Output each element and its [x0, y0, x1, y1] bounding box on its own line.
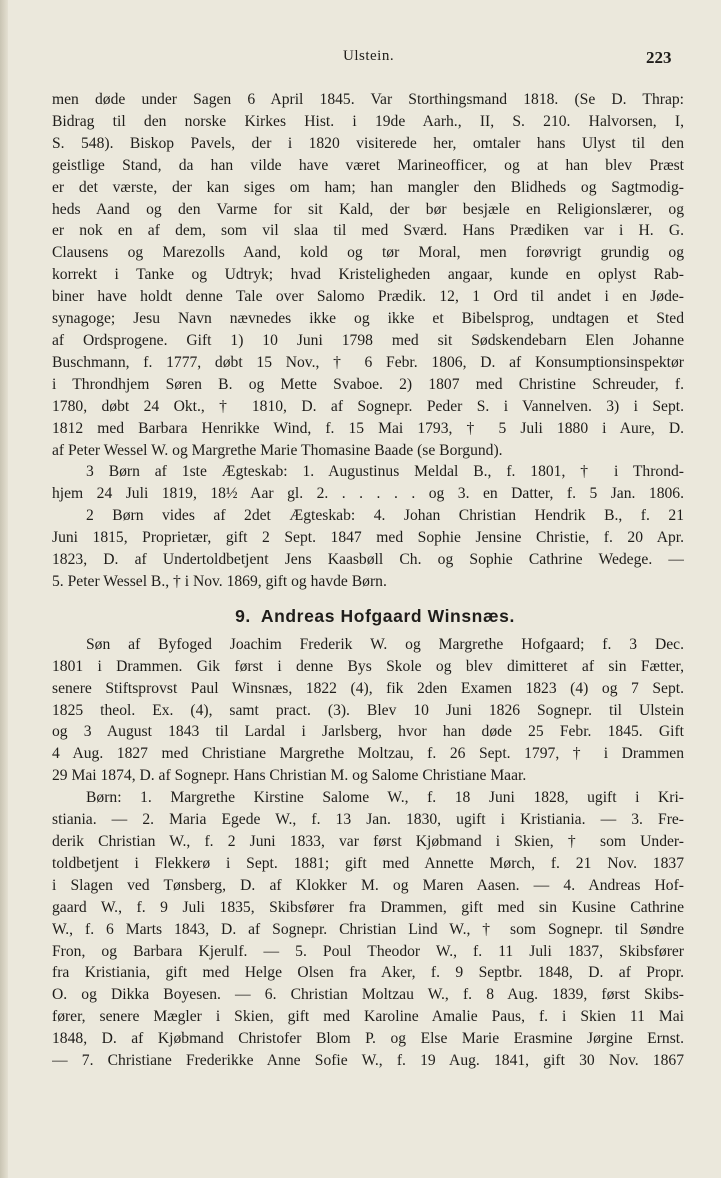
- paragraph-continuation: [52, 89, 684, 461]
- page-header: [0, 48, 721, 72]
- paragraph-children-first-marriage: [52, 461, 684, 505]
- text-line: Juni 1815, Proprietær, gift 2 Sept. 1847 med Sophie Jensine Christie, f. 20 Apr.: [52, 529, 684, 547]
- text-line: Søn af Byfoged Joachim Frederik W. og Margrethe Hofgaard; f. 3 Dec.: [86, 635, 684, 653]
- text-line: og 3 August 1843 til Lardal i Jarlsberg, hvor han døde 25 Febr. 1845. Gift: [52, 723, 684, 741]
- text-line: biner have holdt denne Tale over Salomo Prædik. 12, 1 Ord til andet i en Jøde-: [52, 288, 684, 306]
- section-number: 9.: [235, 605, 251, 626]
- text-line: 4 Aug. 1827 med Christiane Margrethe Moltzau, f. 26 Sept. 1797, † i Drammen: [52, 745, 684, 763]
- text-line: geistlige Stand, da han vilde have været Marineofficer, og at han blev Præst: [52, 156, 684, 174]
- text-line: 1780, døbt 24 Okt., † 1810, D. af Sognepr. Peder S. i Vannelven. 3) i Sept.: [52, 397, 684, 415]
- text-line: 3 Børn af 1ste Ægteskab: 1. Augustinus Meldal B., f. 1801, † i Thrond-: [86, 463, 684, 481]
- text-line: Bidrag til den norske Kirkes Hist. i 19de Aarh., II, S. 210. Halvorsen, I,: [52, 112, 684, 130]
- text-line: i Slagen ved Tønsberg, D. af Klokker M. og Maren Aasen. — 4. Andreas Hof-: [52, 876, 684, 894]
- text-line: Fron, og Barbara Kjerulf. — 5. Poul Theodor W., f. 11 Juli 1837, Skibsfører: [52, 942, 684, 960]
- text-line: men døde under Sagen 6 April 1845. Var Storthingsmand 1818. (Se D. Thrap:: [52, 91, 684, 108]
- text-line: synagoge; Jesu Navn nævnedes ikke og ikke et Bibelsprog, undtagen et Sted: [52, 310, 684, 328]
- text-line: fører, senere Mægler i Skien, gift med Karoline Amalie Paus, f. i Skien 11 Mai: [52, 1008, 684, 1026]
- paragraph-biography: [52, 634, 684, 787]
- text-line: W., f. 6 Marts 1843, D. af Sognepr. Christian Lind W., † som Sognepr. til Søndre: [52, 920, 684, 938]
- text-line: heds Aand og den Varme for sit Kald, der bør besjæle en Religionslærer, og: [52, 200, 684, 218]
- page-number: 223: [646, 48, 672, 67]
- text-line: toldbetjent i Flekkerø i Sept. 1881; gift med Annette Mørch, f. 21 Nov. 1837: [52, 854, 684, 872]
- body-text: [52, 89, 684, 1072]
- text-line: 1825 theol. Ex. (4), samt pract. (3). Blev 10 Juni 1826 Sognepr. til Ulstein: [52, 701, 684, 719]
- text-line: stiania. — 2. Maria Egede W., f. 13 Jan. 1830, ugift i Kristiania. — 3. Fre-: [52, 811, 684, 829]
- text-line: er nok en af dem, som vil slaa til med Sværd. Hans Prædiken var i H. G.: [52, 222, 684, 240]
- text-line: 1812 med Barbara Henrikke Wind, f. 15 Mai 1793, † 5 Juli 1880 i Aure, D.: [52, 419, 684, 437]
- page-spine-shadow: [0, 0, 8, 1178]
- text-line: 1801 i Drammen. Gik først i denne Bys Skole og blev dimitteret af sin Fætter,: [52, 657, 684, 675]
- text-line: Clausens og Marezolls Aand, kold og tør Moral, men forøvrigt grundig og: [52, 244, 684, 262]
- text-line: derik Christian W., f. 2 Juni 1833, var først Kjøbmand i Skien, † som Under-: [52, 833, 684, 850]
- paragraph-children-second-marriage: [52, 505, 684, 593]
- text-line: 5. Peter Wessel B., † i Nov. 1869, gift og havde Børn.: [52, 572, 387, 590]
- paragraph-children: [52, 787, 684, 1072]
- text-line: 1848, D. af Kjøbmand Christofer Blom P. og Else Marie Erasmine Jørgine Ernst.: [52, 1030, 684, 1048]
- text-line: hjem 24 Juli 1819, 18½ Aar gl. 2. . . . . . og 3. en Datter, f. 5 Jan. 1806.: [52, 485, 684, 503]
- text-line: senere Stiftsprovst Paul Winsnæs, 1822 (4), fik 2den Examen 1823 (4) og 7 Sept.: [52, 679, 684, 697]
- section-title: Andreas Hofgaard Winsnæs.: [260, 605, 515, 626]
- text-line: O. og Dikka Boyesen. — 6. Christian Moltzau W., f. 8 Aug. 1839, først Skibs-: [52, 986, 684, 1004]
- text-line: 2 Børn vides af 2det Ægteskab: 4. Johan Christian Hendrik B., f. 21: [86, 507, 684, 525]
- text-line: Børn: 1. Margrethe Kirstine Salome W., f. 18 Juni 1828, ugift i Kri-: [86, 789, 684, 807]
- text-line: af Ordsprogene. Gift 1) 10 Juni 1798 med sit Sødskendebarn Elen Johanne: [52, 331, 684, 349]
- text-line: i Throndhjem Søren B. og Mette Svaboe. 2) 1807 med Christine Schreuder, f.: [52, 375, 684, 393]
- section-heading: [66, 605, 684, 627]
- text-line: Buschmann, f. 1777, døbt 15 Nov., † 6 Febr. 1806, D. af Konsumptionsinspektør: [52, 353, 684, 371]
- text-line: fra Kristiania, gift med Helge Olsen fra Aker, f. 9 Septbr. 1848, D. af Propr.: [52, 964, 684, 982]
- text-line: S. 548). Biskop Pavels, der i 1820 visiterede her, omtaler hans Ulyst til den: [52, 134, 684, 152]
- text-line: 1823, D. af Undertoldbetjent Jens Kaasbøll Ch. og Sophie Cathrine Wedege. —: [52, 551, 684, 569]
- text-line: 29 Mai 1874, D. af Sognepr. Hans Christian M. og Salome Christiane Maar.: [52, 767, 527, 785]
- text-line: af Peter Wessel W. og Margrethe Marie Thomasine Baade (se Borgund).: [52, 441, 503, 459]
- text-line: gaard W., f. 9 Juli 1835, Skibsfører fra Drammen, gift med sin Kusine Cathrine: [52, 898, 684, 916]
- text-line: — 7. Christiane Frederikke Anne Sofie W., f. 19 Aug. 1841, gift 30 Nov. 1867: [52, 1052, 684, 1070]
- text-line: er det værste, der kan siges om ham; han mangler den Blidheds og Sagtmodig-: [52, 178, 684, 196]
- text-line: korrekt i Tanke og Udtryk; hvad Kristeligheden angaar, kunde en oplyst Rab-: [52, 266, 684, 284]
- running-title: Ulstein.: [343, 48, 395, 64]
